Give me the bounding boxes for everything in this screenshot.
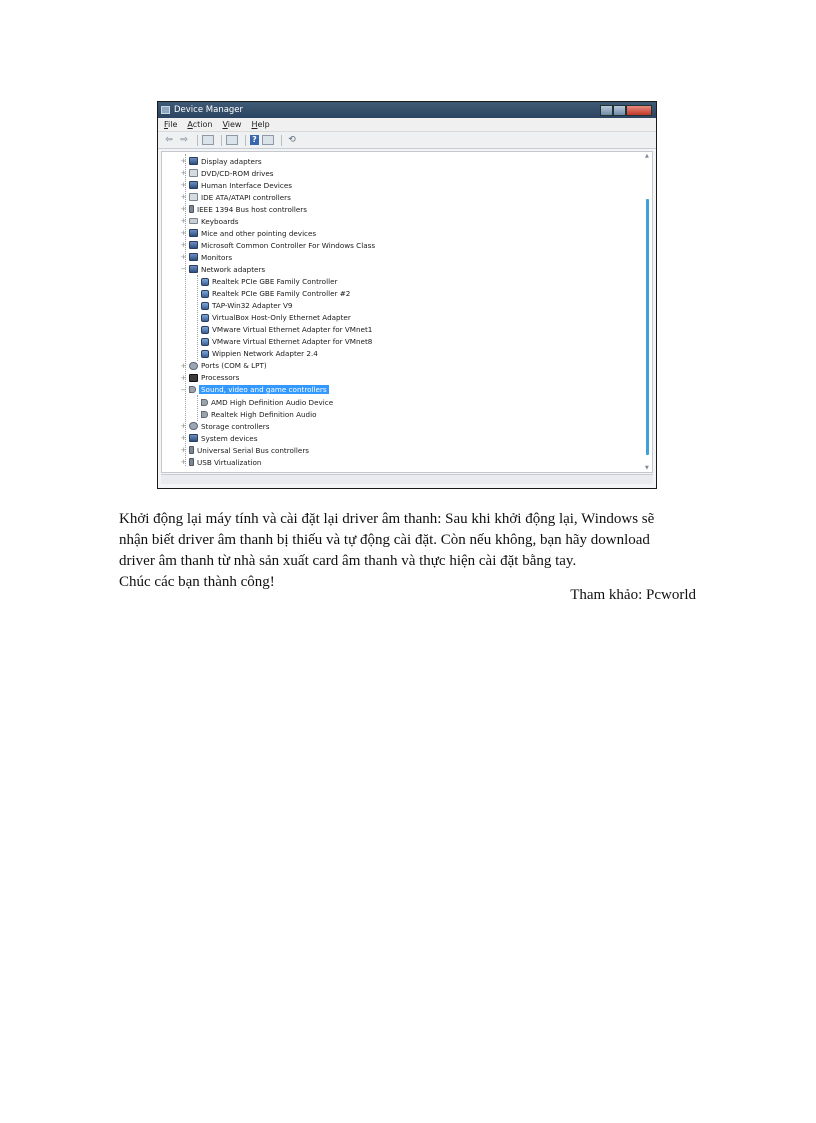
device-label: Universal Serial Bus controllers: [197, 445, 310, 455]
speaker-icon: [201, 399, 208, 406]
menu-view[interactable]: View: [222, 120, 242, 129]
device-label: TAP-Win32 Adapter V9: [212, 301, 293, 311]
device-item[interactable]: [192, 396, 333, 408]
device-label: Ports (COM & LPT): [201, 361, 267, 371]
paragraph-line: driver âm thanh từ nhà sản xuất card âm thanh và thực hiện cài đặt bằng tay.: [119, 553, 577, 569]
device-label: AMD High Definition Audio Device: [211, 397, 334, 407]
device-label: Mice and other pointing devices: [201, 228, 317, 238]
speaker-icon: [201, 411, 208, 418]
network-card-icon: [201, 326, 209, 334]
dvd-drive-icon: [189, 169, 198, 177]
menu-action[interactable]: Action: [187, 120, 213, 129]
paragraph-line: Khởi động lại máy tính và cài đặt lại driver âm thanh: Sau khi khởi động lại, Windows sẽ: [119, 511, 655, 527]
device-category[interactable]: [180, 155, 262, 167]
device-label: VirtualBox Host-Only Ethernet Adapter: [212, 313, 351, 323]
storage-icon: [189, 422, 198, 430]
system-device-icon: [189, 434, 198, 442]
device-item[interactable]: [192, 324, 372, 336]
device-label: Human Interface Devices: [201, 180, 292, 190]
menu-bar: [158, 118, 656, 132]
expand-toggle-icon[interactable]: −: [180, 265, 187, 274]
device-category[interactable]: [180, 456, 261, 468]
expand-toggle-icon[interactable]: +: [180, 205, 187, 214]
device-label: Wippien Network Adapter 2.4: [212, 349, 318, 359]
device-category[interactable]: [180, 215, 239, 227]
expand-toggle-icon[interactable]: +: [180, 422, 187, 431]
device-label: IEEE 1394 Bus host controllers: [197, 204, 307, 214]
device-label: Sound, video and game controllers: [201, 385, 327, 395]
controller-icon: [189, 241, 198, 249]
menu-view-rest: iew: [227, 120, 242, 129]
expand-toggle-icon[interactable]: +: [180, 361, 187, 370]
network-card-icon: [201, 290, 209, 298]
expand-toggle-icon[interactable]: +: [180, 458, 187, 467]
paragraph-line: Chúc các bạn thành công!: [119, 574, 275, 590]
paragraph-line: nhận biết driver âm thanh bị thiếu và tự động cài đặt. Còn nếu không, bạn hãy download: [119, 532, 650, 548]
device-manager-icon: [161, 106, 170, 114]
device-category[interactable]: [180, 203, 307, 215]
device-label: VMware Virtual Ethernet Adapter for VMnet8: [212, 337, 373, 347]
hid-icon: [189, 181, 198, 189]
device-label: System devices: [201, 433, 258, 443]
scroll-thumb[interactable]: [646, 199, 649, 455]
window-controls: [600, 105, 652, 116]
keyboard-icon: [189, 218, 198, 224]
expand-toggle-icon[interactable]: +: [180, 169, 187, 178]
processor-icon: [189, 374, 198, 382]
toolbar-separator: [221, 135, 222, 146]
device-label: Network adapters: [201, 264, 266, 274]
expand-toggle-icon[interactable]: +: [180, 241, 187, 250]
scroll-down-arrow-icon[interactable]: ▼: [645, 465, 649, 471]
device-label: DVD/CD-ROM drives: [201, 168, 274, 178]
device-item[interactable]: [192, 348, 318, 360]
device-manager-screenshot: [157, 101, 657, 489]
ieee1394-icon: [189, 205, 194, 213]
device-category[interactable]: [180, 191, 291, 203]
expand-toggle-icon[interactable]: +: [180, 229, 187, 238]
maximize-button[interactable]: [613, 105, 626, 116]
expand-toggle-icon[interactable]: +: [180, 434, 187, 443]
device-category[interactable]: [180, 384, 329, 396]
console-icon[interactable]: [262, 135, 274, 145]
device-label: Monitors: [201, 252, 233, 262]
status-bar: [161, 474, 653, 484]
menu-file-rest: ile: [168, 120, 178, 129]
window-title: Device Manager: [174, 105, 244, 115]
toolbar-separator: [281, 135, 282, 146]
menu-file[interactable]: File: [164, 120, 178, 129]
minimize-button[interactable]: [600, 105, 613, 116]
device-item[interactable]: [192, 276, 337, 288]
device-label: Storage controllers: [201, 421, 270, 431]
device-label: Realtek PCIe GBE Family Controller: [212, 277, 338, 286]
toolbar: [158, 132, 656, 149]
monitor-icon: [189, 253, 198, 261]
close-button[interactable]: [626, 105, 652, 116]
device-category[interactable]: [180, 167, 274, 179]
device-category[interactable]: [180, 372, 239, 384]
device-label: Display adapters: [201, 156, 262, 166]
device-label: USB Virtualization: [197, 457, 262, 467]
expand-toggle-icon[interactable]: +: [180, 446, 187, 455]
expand-toggle-icon[interactable]: +: [180, 193, 187, 202]
network-adapter-icon: [189, 265, 198, 273]
menu-help[interactable]: Help: [251, 120, 270, 129]
network-card-icon: [201, 302, 209, 310]
device-category[interactable]: [180, 420, 269, 432]
network-card-icon: [201, 278, 209, 286]
port-icon: [189, 362, 198, 370]
ide-controller-icon: [189, 193, 198, 201]
device-label: IDE ATA/ATAPI controllers: [201, 192, 291, 202]
source-credit: Tham khảo: Pcworld: [570, 587, 696, 603]
toolbar-separator: [245, 135, 246, 146]
device-category[interactable]: [180, 227, 316, 239]
mouse-icon: [189, 229, 198, 237]
device-category[interactable]: [180, 179, 292, 191]
sound-icon: [189, 386, 196, 393]
network-card-icon: [201, 350, 209, 358]
device-item[interactable]: [192, 408, 317, 420]
device-category[interactable]: [180, 251, 232, 263]
vertical-scrollbar[interactable]: [646, 155, 650, 469]
device-category[interactable]: [180, 239, 375, 251]
device-label: Processors: [201, 373, 240, 383]
device-label: Microsoft Common Controller For Windows Class: [201, 240, 376, 250]
device-item[interactable]: [192, 288, 350, 300]
menu-help-rest: elp: [257, 120, 270, 129]
expand-toggle-icon[interactable]: −: [180, 385, 187, 394]
device-label: VMware Virtual Ethernet Adapter for VMnet1: [212, 325, 373, 335]
device-label: Realtek High Definition Audio: [211, 409, 317, 419]
forward-arrow-icon[interactable]: ⇨: [180, 135, 188, 145]
device-category[interactable]: [180, 360, 267, 372]
network-card-icon: [201, 338, 209, 346]
scan-hardware-icon[interactable]: ⟲: [288, 135, 296, 145]
toolbar-separator: [197, 135, 198, 146]
expand-toggle-icon[interactable]: +: [180, 373, 187, 382]
properties-icon[interactable]: [226, 135, 238, 145]
title-bar: [158, 102, 656, 118]
usb-icon: [189, 458, 194, 466]
network-card-icon: [201, 314, 209, 322]
expand-toggle-icon[interactable]: +: [180, 157, 187, 165]
show-hide-tree-icon[interactable]: [202, 135, 214, 145]
device-label: Keyboards: [201, 216, 239, 226]
usb-icon: [189, 446, 194, 454]
device-tree[interactable]: [161, 151, 653, 473]
expand-toggle-icon[interactable]: +: [180, 217, 187, 226]
expand-toggle-icon[interactable]: +: [180, 181, 187, 190]
device-item[interactable]: [192, 312, 351, 324]
device-category[interactable]: [180, 432, 257, 444]
instruction-paragraph: [119, 509, 719, 593]
device-category[interactable]: [180, 444, 309, 456]
menu-action-rest: ction: [192, 120, 213, 129]
scroll-up-arrow-icon[interactable]: ▲: [645, 153, 649, 159]
device-label: Realtek PCIe GBE Family Controller #2: [212, 289, 351, 299]
expand-toggle-icon[interactable]: +: [180, 253, 187, 262]
display-adapter-icon: [189, 157, 198, 165]
device-item[interactable]: [192, 336, 372, 348]
device-item[interactable]: [192, 300, 292, 312]
back-arrow-icon[interactable]: ⇦: [165, 135, 173, 145]
help-icon[interactable]: ?: [250, 135, 259, 145]
device-category[interactable]: [180, 263, 265, 275]
